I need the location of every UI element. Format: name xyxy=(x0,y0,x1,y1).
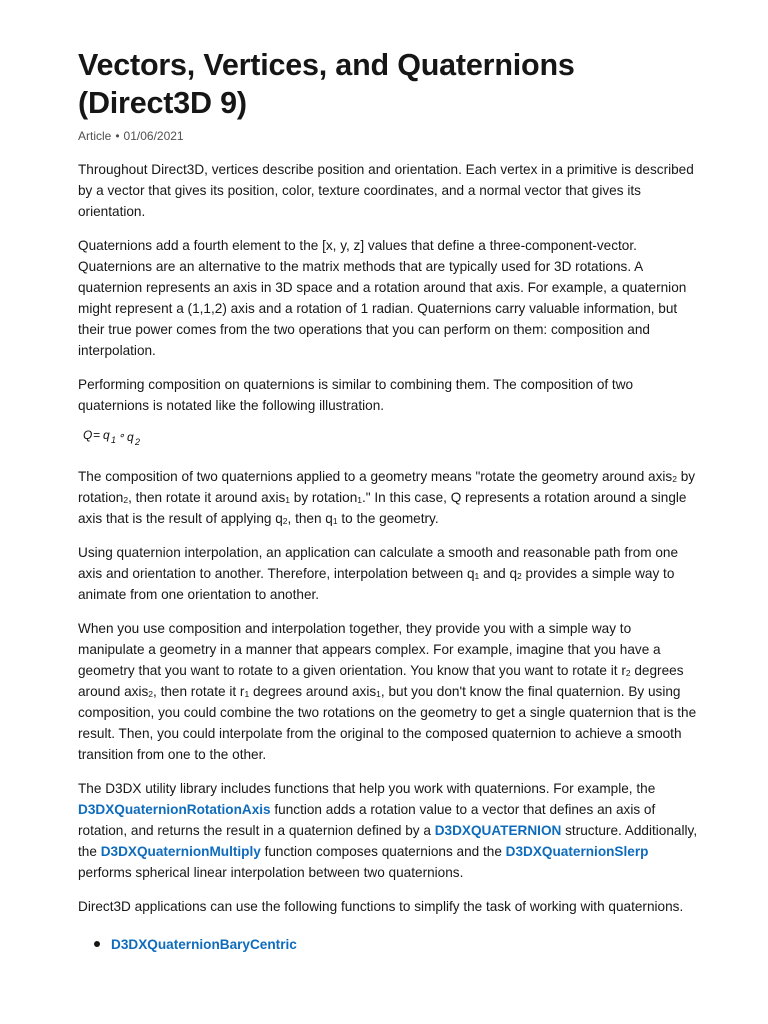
paragraph-composition: Performing composition on quaternions is similar to combining them. The composition of two quaternions is notated like the following illustration. xyxy=(78,377,634,413)
paragraph-quaternions: Quaternions add a fourth element to the [x, y, z] values that define a three-component-vector. Quaternions are an alternative to the matrix methods that are typically used for 3D rotations. A quaternion represents an axis in 3D space and a rotation around that axis. For example, a quaternion might represent a (1,1,2) axis and a rotation of 1 radian. Quaternions carry valuable information, but their true power comes from the two operations that you can perform on them: composition and interpolation. xyxy=(78,238,687,358)
subscript: 2 xyxy=(148,689,154,699)
paragraph-intro: Throughout Direct3D, vertices describe position and orientation. Each vertex in a primitive is described by a vector that gives its position, color, texture coordinates, and a normal vector that gives its orientation. xyxy=(78,162,694,219)
composition-formula xyxy=(82,426,172,448)
formula-operator: ∘ xyxy=(118,430,125,442)
bullet-icon xyxy=(94,941,100,947)
article-meta xyxy=(78,128,698,144)
text-run: provides a simple way to animate from one orientation to another. xyxy=(78,566,675,602)
subscript: 2 xyxy=(672,474,677,484)
text-run: , then rotate it around axis xyxy=(128,490,286,505)
text-run: structure. Additionally, the xyxy=(78,823,698,859)
paragraph-composition-meaning xyxy=(78,466,698,529)
formula-q2: q xyxy=(127,430,134,444)
subscript: 2 xyxy=(282,516,288,526)
subscript: 2 xyxy=(625,668,631,678)
link-d3dxquaternionbarycentric[interactable]: D3DXQuaternionBaryCentric xyxy=(111,937,297,952)
text-run: Using quaternion interpolation, an application can calculate a smooth and reasonable path from one axis and orientation to another. Therefore, interpolation between q xyxy=(78,545,679,581)
subscript: 1 xyxy=(376,689,381,699)
subscript: 2 xyxy=(123,495,129,505)
paragraph-d3dx-library xyxy=(78,778,698,883)
subscript: 1 xyxy=(285,495,290,505)
page-title: Vectors, Vertices, and Quaternions (Direct3D 9) xyxy=(78,48,575,120)
paragraph-interpolation xyxy=(78,542,698,605)
subscript: 1 xyxy=(357,495,362,505)
text-run: The D3DX utility library includes functions that help you work with quaternions. For example, the xyxy=(78,781,656,796)
text-run: , then rotate it r xyxy=(153,684,245,699)
composition-formula-image xyxy=(82,426,698,448)
article-type: Article xyxy=(78,129,112,143)
paragraph-functions-intro: Direct3D applications can use the following functions to simplify the task of working with quaternions. xyxy=(78,899,684,914)
text-run: degrees around axis xyxy=(78,663,684,699)
formula-sub2: 2 xyxy=(135,437,141,447)
text-run: ." In this case, Q represents a rotation around a single axis that is the result of applying q xyxy=(78,490,687,526)
article-date: 01/06/2021 xyxy=(123,129,184,143)
formula-sub1: 1 xyxy=(111,435,117,445)
subscript: 1 xyxy=(244,689,250,699)
subscript: 1 xyxy=(332,516,338,526)
subscript: 1 xyxy=(474,571,480,581)
text-run: by rotation xyxy=(78,469,696,505)
link-d3dxquaternionrotationaxis[interactable]: D3DXQuaternionRotationAxis xyxy=(78,802,271,817)
link-d3dxquaternion[interactable]: D3DXQUATERNION xyxy=(434,823,562,838)
text-run: performs spherical linear interpolation between two quaternions. xyxy=(78,865,464,880)
text-run: and q xyxy=(479,566,518,581)
formula-q1: q xyxy=(103,428,110,442)
text-run: function adds a rotation value to a vector that defines an axis of rotation, and returns the result in a quaternion defined by a xyxy=(78,802,656,838)
link-d3dxquaternionmultiply[interactable]: D3DXQuaternionMultiply xyxy=(100,844,261,859)
text-run: When you use composition and interpolation together, they provide you with a simple way to manipulate a geometry in a manner that appears complex. For example, imagine that you have a geometry that you want to rotate to a given orientation. You know that you want to rotate it r xyxy=(78,621,661,678)
formula-lhs: Q xyxy=(83,428,93,442)
text-run: function composes quaternions and the xyxy=(260,844,506,859)
text-run: , but you don't know the final quaternion. By using composition, you could combine the two rotations on the geometry to get a single quaternion that is the result. Then, you could interpolate from the original to the composed quaternion to achieve a smooth transition from one to the other. xyxy=(78,684,697,762)
list-item xyxy=(94,934,698,955)
link-d3dxquaternionslerp[interactable]: D3DXQuaternionSlerp xyxy=(505,844,649,859)
text-run: degrees around axis xyxy=(249,684,377,699)
text-run: to the geometry. xyxy=(337,511,439,526)
text-run: , then q xyxy=(287,511,333,526)
function-list xyxy=(78,934,698,955)
text-run: The composition of two quaternions applied to a geometry means "rotate the geometry around axis xyxy=(78,469,673,484)
meta-separator: • xyxy=(115,129,120,143)
text-run: by rotation xyxy=(290,490,358,505)
paragraph-composition-interpolation xyxy=(78,618,698,765)
formula-equals: = xyxy=(93,428,101,442)
subscript: 2 xyxy=(517,571,522,581)
